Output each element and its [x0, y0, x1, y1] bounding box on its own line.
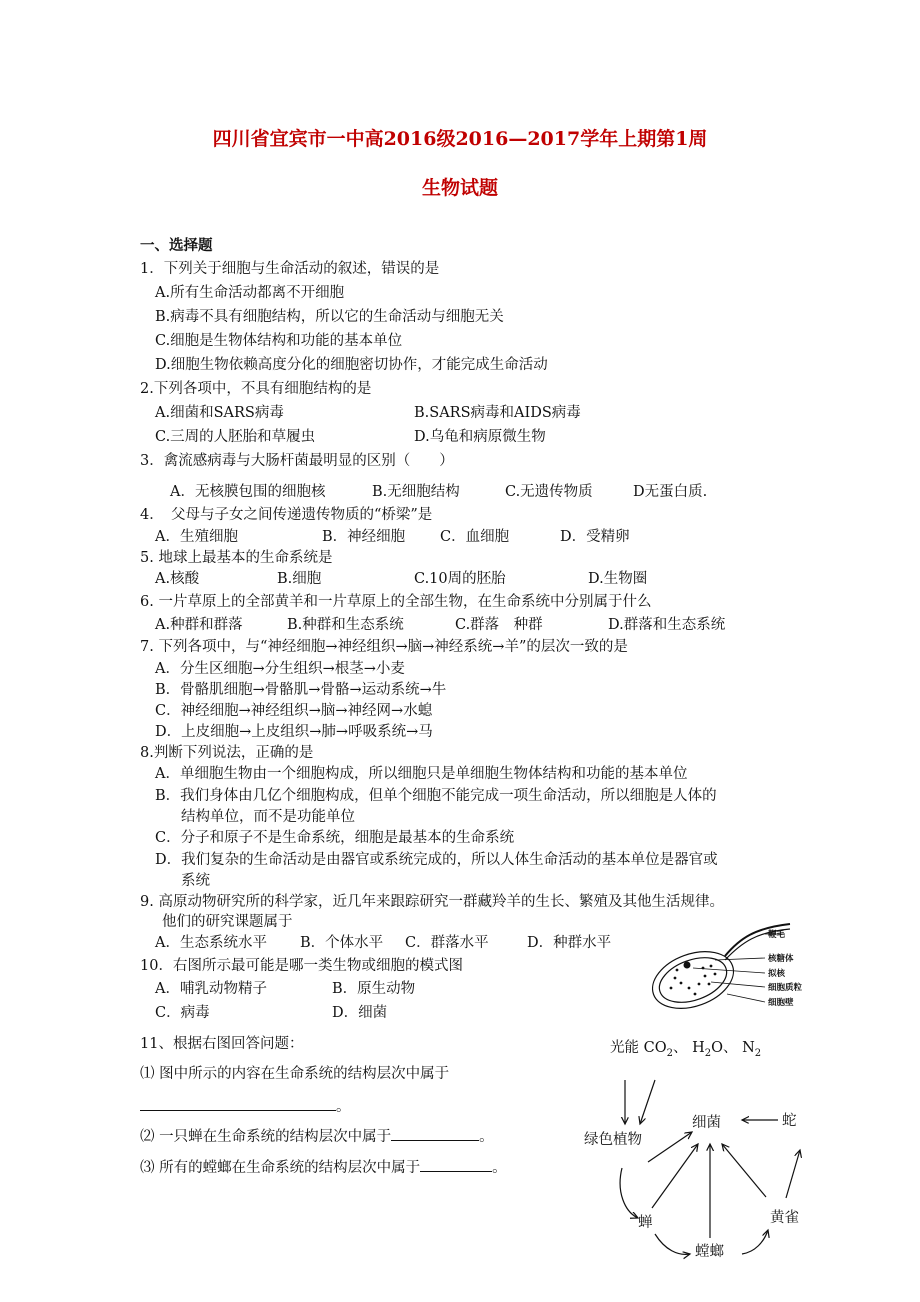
- answer-blank[interactable]: [391, 1126, 479, 1141]
- label-flagellum: 鞭毛: [768, 930, 786, 940]
- period: 。: [479, 1129, 494, 1145]
- question-5-option-d: D.生物圈: [588, 571, 648, 587]
- question-5-option-b: B.细胞: [277, 571, 322, 587]
- question-4-option-b: B．神经细胞: [322, 529, 406, 545]
- question-7-option-a: A．分生区细胞→分生组织→根茎→小麦: [155, 661, 405, 677]
- answer-blank[interactable]: [140, 1096, 336, 1111]
- question-10-option-c: C．病毒: [155, 1005, 210, 1021]
- question-11-part-1: ⑴ 图中所示的内容在生命系统的结构层次中属于: [140, 1066, 450, 1082]
- question-8-option-d: D．我们复杂的生命活动是由器官或系统完成的，所以人体生命活动的基本单位是器官或: [155, 852, 718, 868]
- question-2-option-a: A.细菌和SARS病毒: [155, 405, 284, 421]
- node-oriole: 黄雀: [770, 1210, 799, 1226]
- question-10-stem: 10．右图所示最可能是哪一类生物或细胞的模式图: [140, 958, 463, 974]
- question-9-option-c: C．群落水平: [405, 935, 489, 951]
- question-6-stem: 6. 一片草原上的全部黄羊和一片草原上的全部生物，在生命系统中分别属于什么: [140, 594, 652, 610]
- label-ribosome: 核糖体: [768, 954, 794, 964]
- arrow-plant-to-cicada: [620, 1168, 638, 1218]
- question-9-option-b: B．个体水平: [300, 935, 384, 951]
- arrow-oriole-to-snake: [786, 1150, 800, 1198]
- question-10-option-b: B．原生动物: [332, 981, 416, 997]
- question-8-option-b: B．我们身体由几亿个细胞构成，但单个细胞不能完成一项生命活动，所以细胞是人体的: [155, 788, 717, 804]
- arrow-cicada-to-bacteria: [652, 1144, 698, 1208]
- part-3-text: ⑶ 所有的螳螂在生命系统的结构层次中属于: [140, 1160, 421, 1176]
- question-2-option-d: D.乌龟和病原微生物: [414, 429, 546, 445]
- question-4-stem: 4． 父母与子女之间传递遗传物质的“桥梁”是: [140, 507, 433, 523]
- period: 。: [336, 1099, 351, 1115]
- document-title: 四川省宜宾市一中高2016级2016—2017学年上期第1周: [212, 128, 708, 150]
- question-5-option-a: A.核酸: [155, 571, 200, 587]
- inputs-label: 光能 $CO_2$、 $H_2O$、 $N_2$: [610, 1040, 762, 1059]
- question-8-stem: 8.判断下列说法，正确的是: [140, 745, 314, 761]
- question-1-option-d: D.细胞生物依赖高度分化的细胞密切协作，才能完成生命活动: [155, 357, 548, 373]
- question-4-option-a: A．生殖细胞: [155, 529, 238, 545]
- question-4-option-d: D．受精卵: [560, 529, 630, 545]
- question-3-option-c: C.无遗传物质: [505, 484, 593, 500]
- question-10-option-a: A．哺乳动物精子: [155, 981, 267, 997]
- question-8-option-d-cont: 系统: [181, 873, 210, 889]
- question-11-part-2: [140, 1126, 494, 1147]
- food-web-diagram: [570, 1032, 820, 1284]
- question-10-option-d: D．细菌: [332, 1005, 388, 1021]
- part-2-text: ⑵ 一只蝉在生命系统的结构层次中属于: [140, 1129, 392, 1145]
- answer-blank[interactable]: [420, 1157, 492, 1172]
- question-5-option-c: C.10周的胚胎: [414, 571, 506, 587]
- question-9-stem-cont: 他们的研究课题属于: [162, 914, 293, 930]
- question-3-stem: 3．禽流感病毒与大肠杆菌最明显的区别（ ）: [140, 453, 454, 469]
- question-6-option-b: B.种群和生态系统: [287, 617, 404, 633]
- node-green-plant: 绿色植物: [584, 1132, 642, 1148]
- question-5-stem: 5. 地球上最基本的生命系统是: [140, 550, 333, 566]
- section-heading: 一、选择题: [140, 237, 213, 254]
- question-9-option-d: D．种群水平: [527, 935, 612, 951]
- question-11-part-1-answer: [140, 1096, 351, 1117]
- node-bacteria: 细菌: [692, 1115, 721, 1131]
- node-mantis: 螳螂: [695, 1244, 724, 1260]
- question-8-option-b-cont: 结构单位，而不是功能单位: [181, 809, 355, 825]
- label-plasmid: 细胞质粒: [768, 983, 803, 993]
- question-3-option-a: A．无核膜包围的细胞核: [170, 484, 326, 500]
- question-1-option-a: A.所有生命活动都离不开细胞: [155, 285, 345, 301]
- question-7-option-b: B．骨骼肌细胞→骨骼肌→骨骼→运动系统→牛: [155, 682, 447, 698]
- node-snake: 蛇: [782, 1113, 797, 1129]
- label-cell-wall: 细胞壁: [768, 998, 794, 1008]
- arrow-oriole-to-bacteria: [722, 1144, 766, 1197]
- question-6-option-c: C.群落 种群: [455, 617, 543, 633]
- question-2-option-c: C.三周的人胚胎和草履虫: [155, 429, 316, 445]
- question-9-stem: 9. 高原动物研究所的科学家，近几年来跟踪研究一群藏羚羊的生长、繁殖及其他生活规律。: [140, 894, 724, 910]
- question-8-option-c: C．分子和原子不是生命系统，细胞是最基本的生命系统: [155, 830, 515, 846]
- question-11-stem: 11、根据右图回答问题：: [140, 1036, 304, 1052]
- arrow-cicada-to-mantis: [655, 1234, 690, 1254]
- question-11-part-3: [140, 1157, 507, 1178]
- question-7-stem: 7. 下列各项中，与“神经细胞→神经组织→脑→神经系统→羊”的层次一致的是: [140, 639, 628, 655]
- document-subtitle: 生物试题: [421, 177, 498, 199]
- question-9-option-a: A．生态系统水平: [155, 935, 267, 951]
- question-1-option-b: B.病毒不具有细胞结构，所以它的生命活动与细胞无关: [155, 309, 504, 325]
- node-cicada: 蝉: [638, 1215, 653, 1231]
- arrow-inputs-to-plant-2: [640, 1080, 655, 1124]
- question-8-option-a: A．单细胞生物由一个细胞构成，所以细胞只是单细胞生物体结构和功能的基本单位: [155, 766, 688, 782]
- question-2-stem: 2.下列各项中，不具有细胞结构的是: [140, 381, 372, 397]
- period: 。: [492, 1160, 507, 1176]
- bacterium-diagram: [645, 918, 845, 1018]
- question-2-option-b: B.SARS病毒和AIDS病毒: [414, 405, 581, 421]
- question-7-option-c: C．神经细胞→神经组织→脑→神经网→水螅: [155, 703, 433, 719]
- question-6-option-a: A.种群和群落: [155, 617, 243, 633]
- question-4-option-c: C．血细胞: [440, 529, 510, 545]
- question-7-option-d: D．上皮细胞→上皮组织→肺→呼吸系统→马: [155, 724, 433, 740]
- arrow-plant-to-bacteria: [648, 1132, 692, 1162]
- question-6-option-d: D.群落和生态系统: [608, 617, 726, 633]
- question-3-option-b: B.无细胞结构: [372, 484, 460, 500]
- arrow-mantis-to-oriole: [742, 1230, 768, 1254]
- question-3-option-d: D无蛋白质.: [633, 484, 708, 500]
- question-1-stem: 1．下列关于细胞与生命活动的叙述，错误的是: [140, 261, 440, 277]
- question-1-option-c: C.细胞是生物体结构和功能的基本单位: [155, 333, 403, 349]
- label-nucleoid: 拟核: [768, 969, 786, 979]
